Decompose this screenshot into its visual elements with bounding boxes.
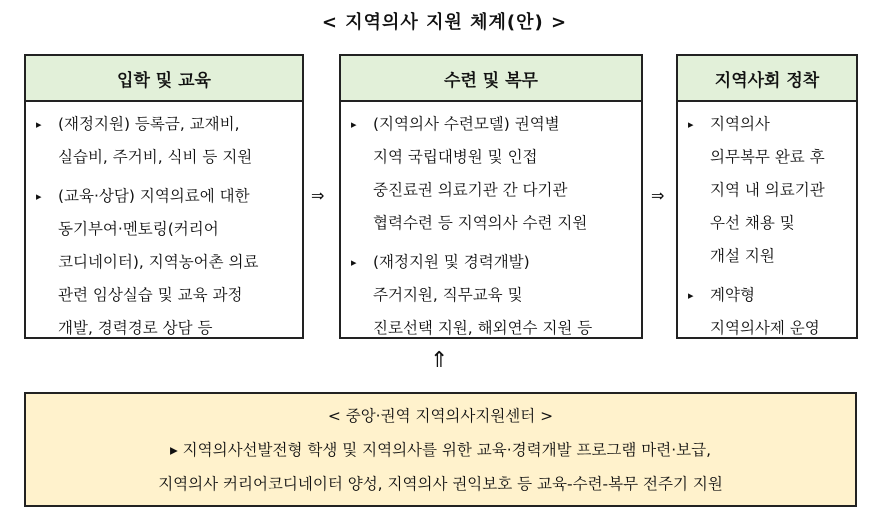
bullet-text-line: (재정지원 및 경력개발) [373, 253, 530, 271]
bullet-item [36, 108, 294, 174]
bullet-text-line: 계약형 [710, 286, 755, 304]
bullet-text-line: 개발, 경력경로 상담 등 [58, 319, 213, 337]
bullet-text-line: 진로선택 지원, 해외연수 지원 등 [373, 319, 593, 337]
box-training-service [339, 102, 643, 339]
bullet-text-line: 동기부여·멘토링(커리어 [58, 220, 219, 238]
arrow-right-1: ⇒ [311, 186, 325, 205]
header-label: 지역사회 정착 [714, 70, 820, 91]
support-center-title: < 중앙·권역 지역의사지원센터 > [327, 407, 554, 425]
arrow-up: ⇑ [430, 348, 449, 373]
bullet-text-line: 관련 임상실습 및 교육 과정 [58, 286, 243, 304]
bullet-icon: ▸ [688, 289, 694, 302]
arrow-right-2: ⇒ [651, 186, 665, 205]
page-title: < 지역의사 지원 체계(안) > [321, 12, 568, 33]
bullet-text-line: (교육·상담) 지역의료에 대한 [58, 187, 250, 205]
bullet-text-line: 우선 채용 및 [710, 214, 795, 232]
bullet-text-line: 지역 내 의료기관 [710, 181, 825, 199]
header-admission-education [24, 54, 304, 102]
header-training-service [339, 54, 643, 102]
bullet-icon: ▸ [688, 118, 694, 131]
header-label: 입학 및 교육 [117, 70, 211, 91]
support-center-box [24, 392, 857, 507]
bullet-text-line: 개설 지원 [710, 247, 775, 265]
bullet-text-line: 코디네이터), 지역농어촌 의료 [58, 253, 259, 271]
bullet-text-line: 의무복무 완료 후 [710, 148, 825, 166]
box-admission-education [24, 102, 304, 339]
bullet-item [36, 180, 294, 345]
bullet-icon: ▸ [36, 190, 42, 203]
bullet-text-line: 중진료권 의료기관 간 다기관 [373, 181, 568, 199]
bullet-item [351, 108, 633, 240]
bullet-text-line: 실습비, 주거비, 식비 등 지원 [58, 148, 253, 166]
bullet-text-line: (재정지원) 등록금, 교재비, [58, 115, 240, 133]
bullet-icon: ▸ [36, 118, 42, 131]
bullet-item [351, 246, 633, 345]
bullet-icon: ▸ [351, 118, 357, 131]
header-community-settlement [676, 54, 858, 102]
bullet-text-line: 지역 국립대병원 및 인접 [373, 148, 538, 166]
bullet-icon: ▸ [351, 256, 357, 269]
header-label: 수련 및 복무 [444, 70, 538, 91]
bullet-text-line: (지역의사 수련모델) 권역별 [373, 115, 560, 133]
bullet-text-line: 주거지원, 직무교육 및 [373, 286, 523, 304]
bullet-text-line: 협력수련 등 지역의사 수련 지원 [373, 214, 588, 232]
support-center-line-1: ▸ 지역의사선발전형 학생 및 지역의사를 위한 교육·경력개발 프로그램 마련·보급, [169, 441, 712, 459]
bullet-item [688, 108, 848, 273]
bullet-text-line: 지역의사 [710, 115, 770, 133]
box-community-settlement [676, 102, 858, 339]
bullet-text-line: 지역의사제 운영 [710, 319, 820, 337]
bullet-item [688, 279, 848, 345]
support-center-line-2: 지역의사 커리어코디네이터 양성, 지역의사 권익보호 등 교육-수련-복무 전주기 지원 [158, 475, 723, 493]
